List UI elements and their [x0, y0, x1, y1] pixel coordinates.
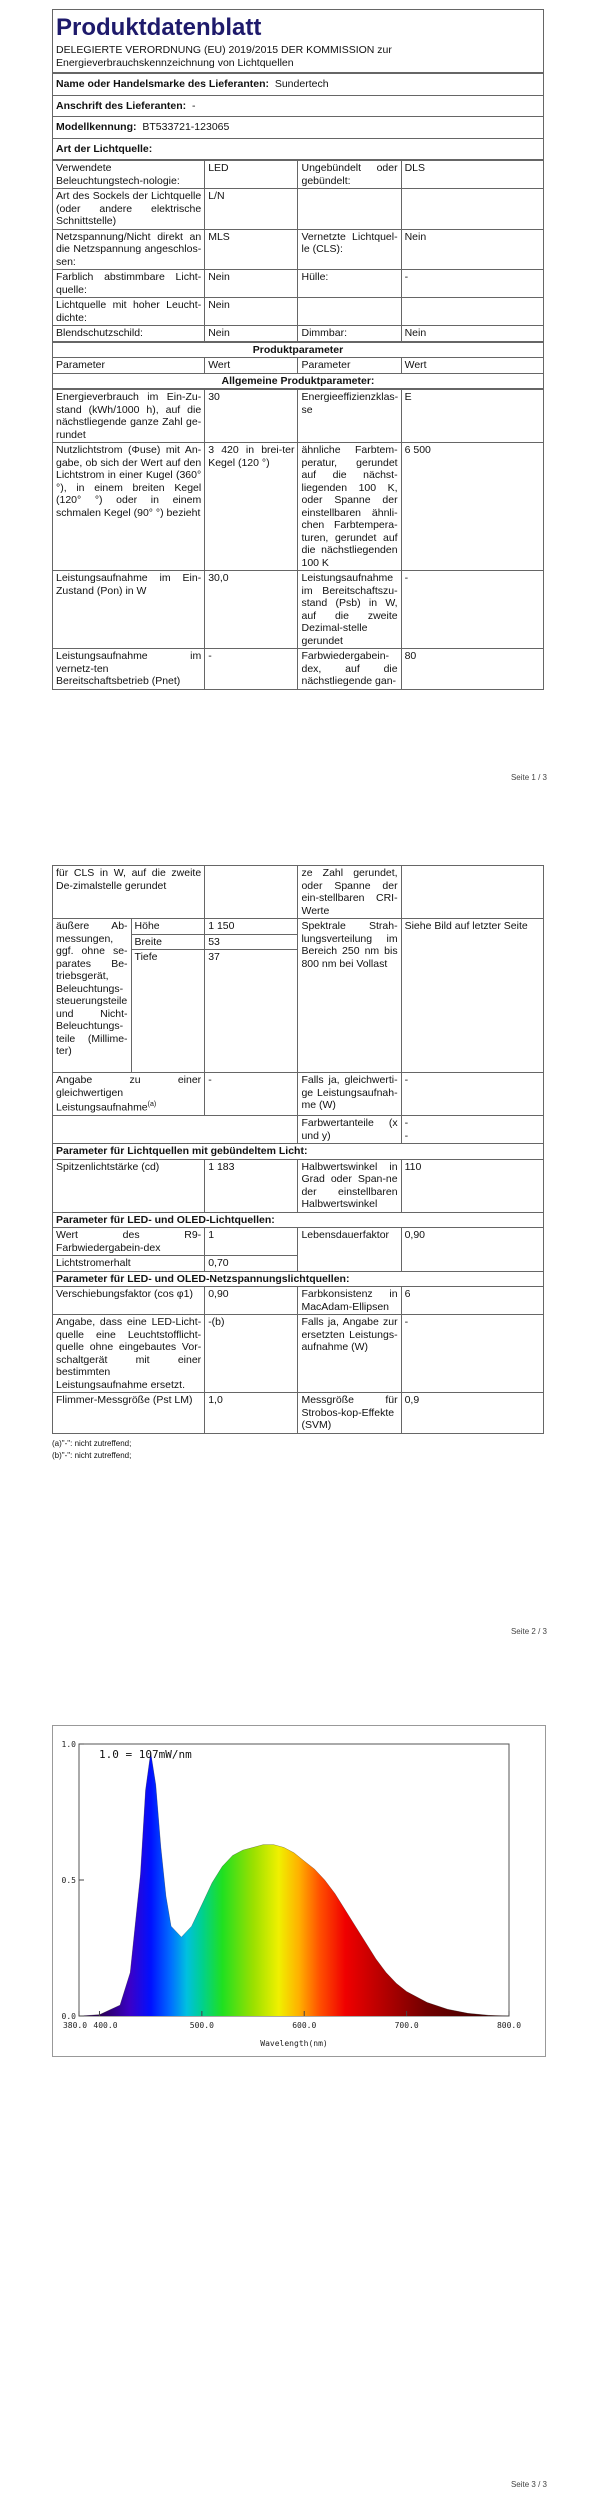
dim-depth-label: Tiefe [131, 950, 205, 1073]
survival-factor-label: Lebensdauerfaktor [298, 1228, 401, 1272]
param-row [53, 443, 544, 571]
param-row [53, 571, 544, 649]
params-table-page-2 [52, 865, 544, 1434]
r9-label: Wert des R9-Farbwiedergabein-dex [53, 1228, 205, 1256]
param-value-2: E [401, 390, 543, 443]
type-param-value: Nein [205, 298, 298, 326]
datasheet-page-1 [52, 9, 544, 690]
spectrum-area [79, 1752, 509, 2016]
col-parameter-1: Parameter [53, 358, 205, 374]
col-parameter-2: Parameter [298, 358, 401, 374]
type-row [53, 161, 544, 189]
param-value: 30,0 [205, 571, 298, 649]
type-table [52, 160, 544, 342]
type-param-value-2: DLS [401, 161, 543, 189]
param-label-2: ähnliche Farbtem-peratur, gerundet auf die nächst-liegenden 100 K, oder Spanne der einstellbaren ähnli-chen Farbtempera-turen, gerundet auf die nächstliegenden 100 K [298, 443, 401, 571]
type-param-label: Blendschutzschild: [53, 326, 205, 342]
type-row [53, 270, 544, 298]
type-param-label: Lichtquelle mit hoher Leucht-dichte: [53, 298, 205, 326]
model-identifier: BT533721-123065 [142, 121, 230, 133]
dimensions-row-height [53, 919, 544, 935]
supplier-address-row [53, 95, 544, 117]
type-param-value-2 [401, 298, 543, 326]
x-axis-label: Wavelength(nm) [260, 2039, 328, 2048]
col-value-1: Wert [205, 358, 298, 374]
replacement-value: -(b) [205, 1315, 298, 1393]
continued-left: für CLS in W, auf die zweite De-zimalstelle gerundet [53, 866, 205, 919]
spectrum-chart [53, 1726, 545, 2056]
param-label: Leistungsaufnahme im vernetz-ten Bereitschaftsbetrieb (Pnet) [53, 649, 205, 690]
light-source-type-label: Art der Lichtquelle: [53, 138, 544, 160]
type-param-label: Netzspannung/Nicht direkt an die Netzspannung angeschlos-sen: [53, 229, 205, 270]
equivalent-power-footnote: (a) [147, 1101, 157, 1108]
lumen-maintenance-value: 0,70 [205, 1256, 298, 1272]
model-row [53, 117, 544, 139]
replacement-row [53, 1315, 544, 1393]
type-param-label-2 [298, 189, 401, 230]
dim-width-label: Breite [131, 934, 205, 950]
type-param-value-2: - [401, 270, 543, 298]
type-row [53, 298, 544, 326]
page-number: Seite 3 / 3 [510, 2480, 547, 2489]
type-row [53, 229, 544, 270]
equivalent-power-label: Angabe zu einer gleichwertigen Leistungsaufnahme [56, 1074, 202, 1114]
params-table-header [52, 342, 544, 390]
flicker-row [53, 1393, 544, 1434]
param-label-2: Energieeffizienzklas-se [298, 390, 401, 443]
x-tick-label: 800.0 [496, 2021, 522, 2030]
type-param-label-2: Dimmbar: [298, 326, 401, 342]
type-param-value: LED [205, 161, 298, 189]
type-param-value: Nein [205, 270, 298, 298]
type-param-value-2 [401, 189, 543, 230]
param-value: 3 420 in brei-ter Kegel (120 °) [205, 443, 298, 571]
param-value-2: - [401, 571, 543, 649]
chromaticity-row [53, 1116, 544, 1144]
survival-factor-value: 0,90 [401, 1228, 543, 1272]
param-label-2: Farbwiedergabein-dex, auf die nächstliegende gan- [298, 649, 401, 690]
dimensions-label: äußere Ab-messungen, ggf. ohne se-parates Be-triebsgerät, Beleuchtungs-steuerungsteile und Nicht-Beleuchtungs-teile (Millime-ter) [53, 919, 132, 1073]
x-tick-label: 400.0 [93, 2021, 118, 2030]
page-number: Seite 2 / 3 [510, 1627, 547, 1636]
dim-width-value: 53 [205, 934, 298, 950]
led-heading: Parameter für LED- und OLED-Lichtquellen: [53, 1212, 544, 1228]
type-param-label-2 [298, 298, 401, 326]
type-row [53, 326, 544, 342]
beam-angle-value: 110 [401, 1159, 543, 1212]
macadam-label: Farbkonsistenz in MacAdam-Ellipsen [298, 1287, 401, 1315]
y-tick-label: 0.0 [61, 2012, 76, 2021]
type-param-value: L/N [205, 189, 298, 230]
page-2 [0, 860, 591, 1660]
replacement-label: Angabe, dass eine LED-Licht-quelle eine Leuchtstofflicht-quelle ohne eingebautes Vor-schaltgerät mit einer bestimmten Leistungsaufnahme ersetzt. [53, 1315, 205, 1393]
power-factor-value: 0,90 [205, 1287, 298, 1315]
spectrum-chart-frame [52, 1725, 546, 2057]
footnote-a: (a)"-": nicht zutreffend; [52, 1438, 132, 1448]
x-tick-label: 500.0 [189, 2021, 214, 2030]
supplier-table [52, 73, 544, 160]
datasheet-page-2 [52, 865, 544, 1462]
type-param-label-2: Vernetzte Lichtquel-le (CLS): [298, 229, 401, 270]
page-1 [0, 0, 591, 800]
x-tick-label: 380.0 [62, 2021, 88, 2030]
y-tick-label: 1.0 [61, 1740, 76, 1749]
footnote-b: (b)"-": nicht zutreffend; [52, 1450, 132, 1460]
page-title: Produktdatenblatt [52, 9, 544, 44]
chromaticity-x: - [404, 1117, 409, 1129]
peak-intensity-value: 1 183 [205, 1159, 298, 1212]
supplier-name-row [53, 74, 544, 96]
spectral-label: Spektrale Strah-lungsverteilung im Bereich 250 nm bis 800 nm bei Vollast [298, 919, 401, 1073]
replacement-right-label: Falls ja, Angabe zur ersetzten Leistungs-aufnahme (W) [298, 1315, 401, 1393]
dim-height-value: 1 150 [205, 919, 298, 935]
y-tick-label: 0.5 [61, 1876, 76, 1885]
stroboscopic-label: Messgröße für Strobos-kop-Effekte (SVM) [298, 1393, 401, 1434]
param-value: - [205, 649, 298, 690]
type-param-label-2: Hülle: [298, 270, 401, 298]
type-param-label: Art des Sockels der Lichtquelle (oder andere elektrische Schnittstelle) [53, 189, 205, 230]
param-label: Energieverbrauch im Ein-Zu-stand (kWh/1000 h), auf die nächstliegende ganze Zahl ge-rundet [53, 390, 205, 443]
type-param-value-2: Nein [401, 326, 543, 342]
model-label: Modellkennung: [56, 121, 137, 133]
type-param-label: Verwendete Beleuchtungstech-nologie: [53, 161, 205, 189]
params-table-page-1 [52, 389, 544, 690]
light-source-type-row [53, 138, 544, 160]
general-parameters-heading: Allgemeine Produktparameter: [53, 373, 544, 389]
peak-intensity-row [53, 1159, 544, 1212]
regulation-subtitle: DELEGIERTE VERORDNUNG (EU) 2019/2015 DER KOMMISSION zur Energieverbrauchskennzeichnung von Lichtquellen [52, 44, 544, 73]
type-param-value: MLS [205, 229, 298, 270]
lumen-maintenance-label: Lichtstromerhalt [53, 1256, 205, 1272]
power-factor-label: Verschiebungsfaktor (cos φ1) [53, 1287, 205, 1315]
stroboscopic-value: 0,9 [401, 1393, 543, 1434]
footnotes [52, 1438, 544, 1462]
param-value: 30 [205, 390, 298, 443]
type-param-value: Nein [205, 326, 298, 342]
col-value-2: Wert [401, 358, 543, 374]
continued-row [53, 866, 544, 919]
chromaticity-y: - [404, 1129, 409, 1142]
x-tick-label: 700.0 [394, 2021, 419, 2030]
dim-height-label: Höhe [131, 919, 205, 935]
param-row [53, 649, 544, 690]
param-label-2: Leistungsaufnahme im Bereitschaftszu-stand (Psb) in W, auf die zweite Dezimal-stelle gerundet [298, 571, 401, 649]
param-value-2: 80 [401, 649, 543, 690]
type-param-label: Farblich abstimmbare Licht-quelle: [53, 270, 205, 298]
directional-heading: Parameter für Lichtquellen mit gebündeltem Licht: [53, 1144, 544, 1160]
mains-heading: Parameter für LED- und OLED-Netzspannungslichtquellen: [53, 1271, 544, 1287]
equivalent-power-row [53, 1073, 544, 1116]
type-row [53, 189, 544, 230]
scale-annotation: 1.0 = 107mW/nm [99, 1748, 192, 1761]
r9-row [53, 1228, 544, 1256]
x-tick-label: 600.0 [292, 2021, 317, 2030]
flicker-label: Flimmer-Messgröße (Pst LM) [53, 1393, 205, 1434]
replacement-right-value: - [401, 1315, 543, 1393]
dim-depth-value: 37 [205, 950, 298, 1073]
params-column-headers [53, 358, 544, 374]
type-param-value-2: Nein [401, 229, 543, 270]
product-parameters-heading: Produktparameter [53, 342, 544, 358]
macadam-value: 6 [401, 1287, 543, 1315]
supplier-address-label: Anschrift des Lieferanten: [56, 99, 187, 112]
page-number: Seite 1 / 3 [510, 773, 547, 782]
chromaticity-label: Farbwertanteile (x und y) [298, 1116, 401, 1144]
equivalent-power-value: - [205, 1073, 298, 1116]
param-label: Leistungsaufnahme im Ein-Zustand (Pon) in W [53, 571, 205, 649]
spectral-value: Siehe Bild auf letzter Seite [401, 919, 543, 1073]
power-factor-row [53, 1287, 544, 1315]
param-label: Nutzlichtstrom (Φuse) mit An-gabe, ob sich der Wert auf den Lichtstrom in einer Kugel (360° °), in einem breiten Kegel (120° °) oder in einem schmalen Kegel (90° °) bezieht [53, 443, 205, 571]
r9-value: 1 [205, 1228, 298, 1256]
equivalent-power-right-value: - [401, 1073, 543, 1116]
type-param-label-2: Ungebündelt oder gebündelt: [298, 161, 401, 189]
supplier-name: Sundertech [274, 78, 329, 90]
continued-right: ze Zahl gerundet, oder Spanne der ein-stellbaren CRI-Werte [298, 866, 401, 919]
peak-intensity-label: Spitzenlichtstärke (cd) [53, 1159, 205, 1212]
supplier-address: - [191, 99, 196, 112]
param-row [53, 390, 544, 443]
equivalent-power-right-label: Falls ja, gleichwerti-ge Leistungsaufnah-me (W) [298, 1073, 401, 1116]
beam-angle-label: Halbwertswinkel in Grad oder Span-ne der einstellbaren Halbwertswinkel [298, 1159, 401, 1212]
flicker-value: 1,0 [205, 1393, 298, 1434]
param-value-2: 6 500 [401, 443, 543, 571]
supplier-name-label: Name oder Handelsmarke des Lieferanten: [56, 78, 269, 90]
